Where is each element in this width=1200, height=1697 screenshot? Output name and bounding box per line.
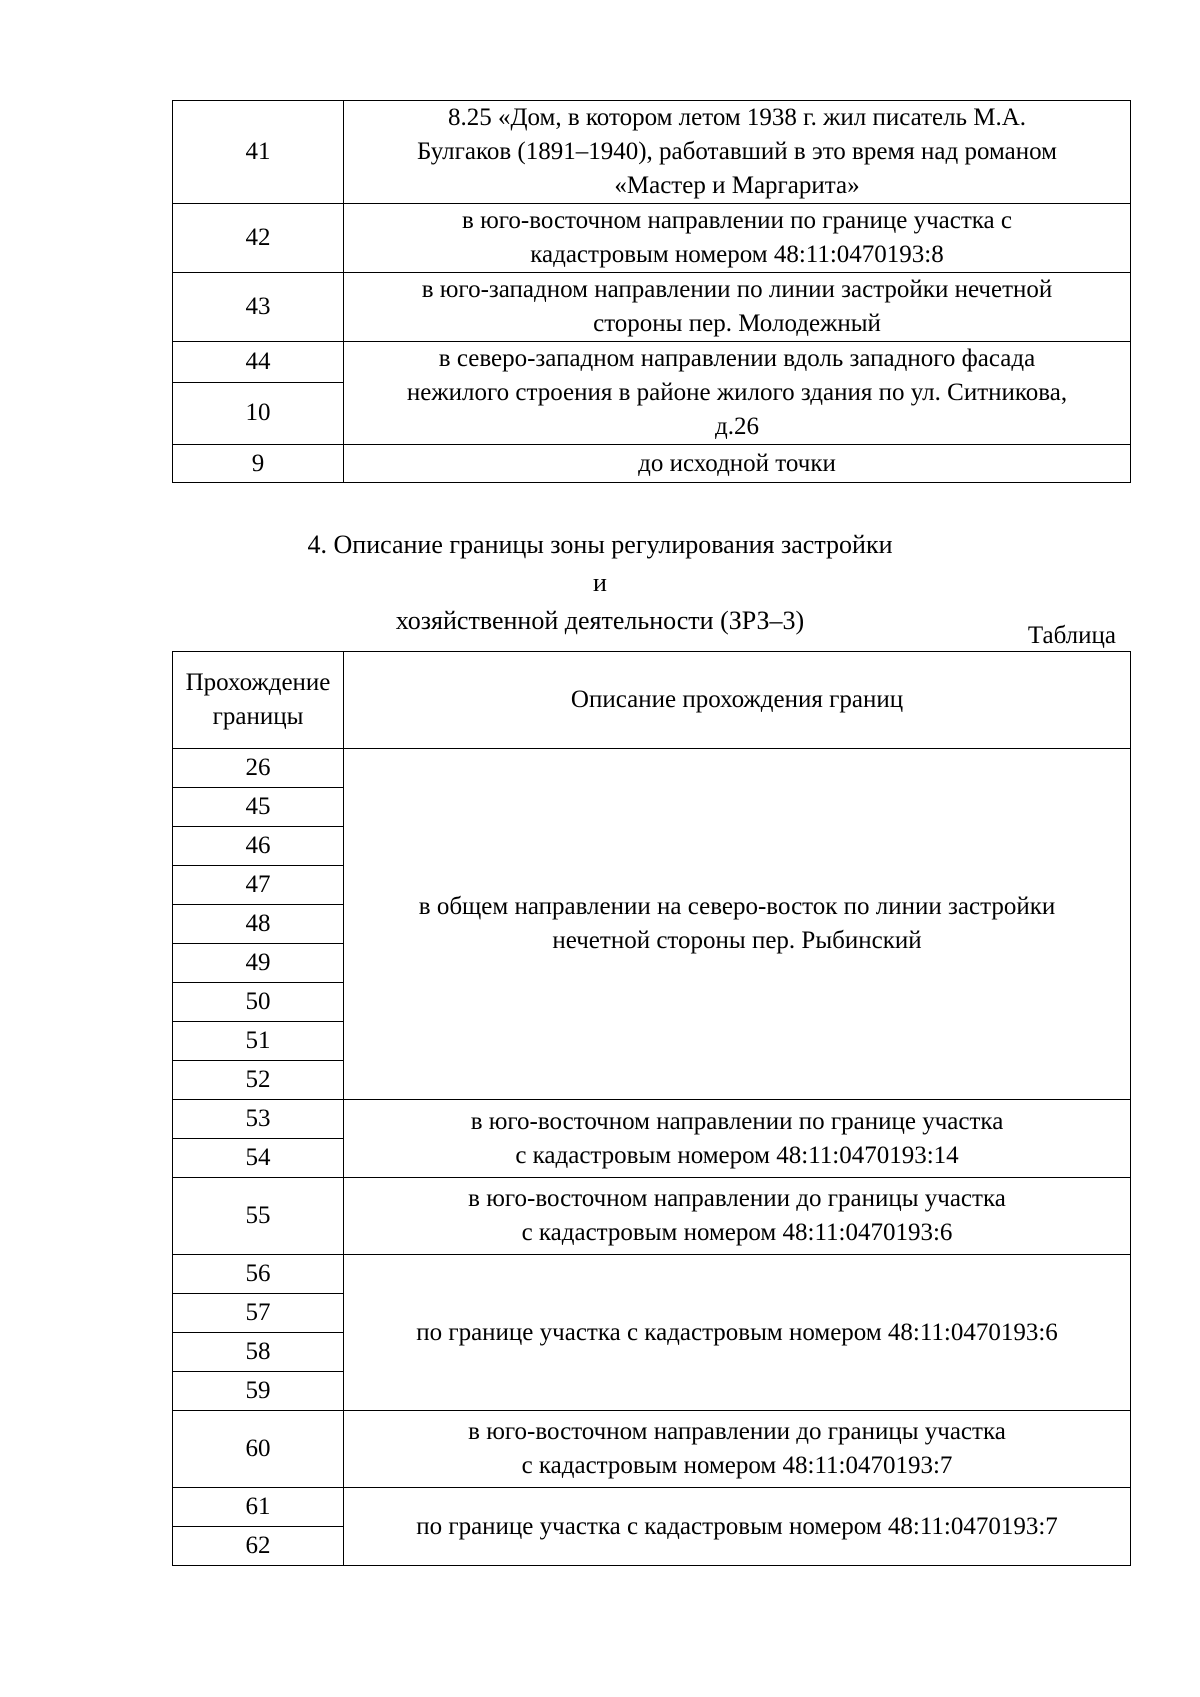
description-line: 8.25 «Дом, в котором летом 1938 г. жил писатель М.А. [447, 104, 1027, 131]
section-heading [300, 526, 900, 640]
table-row [173, 1488, 1131, 1527]
description-line: Булгаков (1891–1940), работавший в это время над романом [417, 138, 1057, 165]
point-number: 50 [173, 983, 344, 1022]
table-header-row [173, 652, 1131, 749]
table-row [173, 204, 1131, 273]
description-line: в юго-западном направлении по линии застройки нечетной [421, 276, 1053, 303]
point-number: 45 [173, 788, 344, 827]
description-line: в юго-восточном направлении по границе участка [470, 1107, 1004, 1135]
description-line: нежилого строения в районе жилого здания по ул. Ситникова, [406, 379, 1068, 406]
point-number: 62 [173, 1527, 344, 1566]
description-line: с кадастровым номером 48:11:0470193:6 [521, 1219, 953, 1246]
description-line: по границе участка с кадастровым номером 48:11:0470193:6 [416, 1318, 1058, 1346]
point-number: 60 [173, 1411, 344, 1488]
header-line: границы [212, 703, 304, 730]
point-number: 41 [173, 101, 344, 204]
boundary-table-zrz3 [172, 651, 1131, 1566]
boundary-description [344, 445, 1131, 483]
boundary-description [344, 1411, 1131, 1488]
point-number: 55 [173, 1178, 344, 1255]
table-row [173, 445, 1131, 483]
description-line: в северо-западном направлении вдоль западного фасада [438, 345, 1036, 372]
point-number: 61 [173, 1488, 344, 1527]
description-line: с кадастровым номером 48:11:0470193:7 [521, 1452, 953, 1479]
description-line: кадастровым номером 48:11:0470193:8 [530, 241, 944, 268]
point-number: 43 [173, 273, 344, 342]
description-line: «Мастер и Маргарита» [614, 172, 860, 199]
table-row [173, 273, 1131, 342]
table-row [173, 1178, 1131, 1255]
description-line: стороны пер. Молодежный [593, 310, 881, 337]
description-line: нечетной стороны пер. Рыбинский [552, 927, 922, 954]
table-row [173, 342, 1131, 383]
description-line: с кадастровым номером 48:11:0470193:14 [515, 1141, 959, 1169]
description-line: в юго-восточном направлении по границе участка с [462, 207, 1012, 234]
point-number: 57 [173, 1294, 344, 1333]
point-number: 26 [173, 749, 344, 788]
boundary-description [344, 1178, 1131, 1255]
boundary-description [344, 204, 1131, 273]
point-number: 42 [173, 204, 344, 273]
point-number: 46 [173, 827, 344, 866]
point-number: 47 [173, 866, 344, 905]
point-number: 56 [173, 1255, 344, 1294]
section-heading-line-2: хозяйственной деятельности (ЗРЗ–3) [395, 606, 805, 635]
column-header-description: Описание прохождения границ [344, 652, 1131, 749]
description-line: до исходной точки [638, 449, 836, 477]
table-row [173, 749, 1131, 788]
point-number: 9 [173, 445, 344, 483]
header-line: Прохождение [185, 669, 331, 696]
boundary-table-continued [172, 100, 1131, 483]
boundary-description [344, 342, 1131, 445]
point-number: 58 [173, 1333, 344, 1372]
boundary-description [344, 273, 1131, 342]
point-number: 53 [173, 1100, 344, 1139]
table-label: Таблица [1027, 622, 1116, 649]
section-heading-line-1: 4. Описание границы зоны регулирования застройки и [307, 530, 893, 597]
table-row [173, 101, 1131, 204]
table-row [173, 1100, 1131, 1139]
boundary-description [344, 1100, 1131, 1178]
boundary-description [344, 1488, 1131, 1566]
description-line: по границе участка с кадастровым номером 48:11:0470193:7 [416, 1512, 1058, 1540]
boundary-description [344, 101, 1131, 204]
point-number: 54 [173, 1139, 344, 1178]
point-number: 49 [173, 944, 344, 983]
description-line: в юго-восточном направлении до границы участка [468, 1185, 1006, 1212]
point-number: 51 [173, 1022, 344, 1061]
column-header-passage [173, 652, 344, 749]
description-line: в общем направлении на северо-восток по линии застройки [418, 893, 1056, 920]
point-number: 52 [173, 1061, 344, 1100]
point-number: 59 [173, 1372, 344, 1411]
description-line: в юго-восточном направлении до границы участка [468, 1418, 1006, 1445]
point-number: 48 [173, 905, 344, 944]
point-number: 44 [173, 342, 344, 383]
boundary-description [344, 1255, 1131, 1411]
table-row [173, 1411, 1131, 1488]
table-row [173, 1255, 1131, 1294]
description-line: д.26 [715, 413, 759, 440]
boundary-description [344, 749, 1131, 1100]
point-number: 10 [173, 382, 344, 444]
